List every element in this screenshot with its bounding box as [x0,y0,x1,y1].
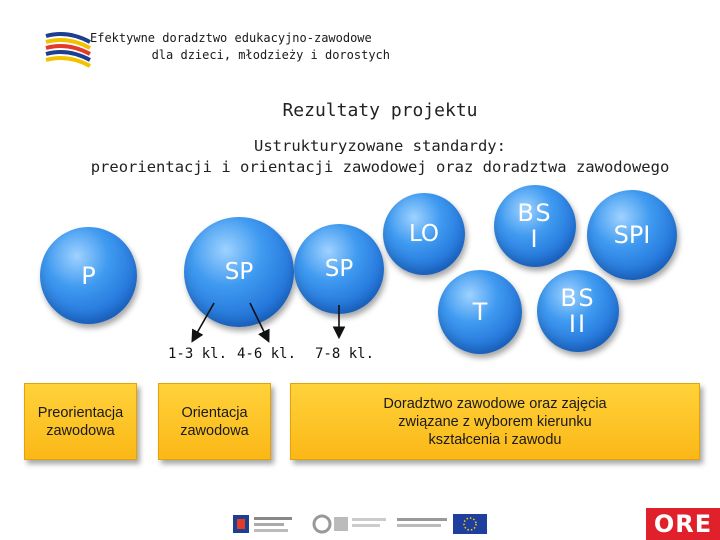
box-career-counseling [290,383,700,460]
bubble-p [40,227,137,324]
eu-flag-logo-icon [395,512,490,536]
box-orientation-text: Orientacja zawodowa [180,404,249,439]
bubble-spi-label: SPI [613,221,651,249]
grade-label-4-6: 4-6 kl. [237,346,297,362]
bubble-bs-2 [537,270,619,352]
bubble-lo-label: LO [408,221,440,247]
bubble-sp-primary-label: SP [224,259,254,285]
bubble-p-label: P [81,261,96,290]
bubble-bs-1-label-bottom: I [530,225,540,253]
bubble-bs-1-label [517,200,552,252]
bubble-bs-2-label-bottom: II [568,310,588,338]
bubble-bs-1 [494,185,576,267]
box-orientation [158,383,271,460]
box-career-counseling-text: Doradztwo zawodowe oraz zajęcia związane z wyborem kierunku kształcenia i zawodu [383,395,607,448]
bubble-bs-2-label-top: BS [560,284,596,312]
box-preorientation [24,383,137,460]
bubble-spi [587,190,677,280]
box-preorientation-text: Preorientacja zawodowa [37,404,124,439]
subtitle-line-2: preorientacji i orientacji zawodowej oraz doradztwa zawodowego [90,158,670,176]
bubble-t-label: T [472,298,488,326]
bubble-sp-secondary [294,224,384,314]
bubble-t [438,270,522,354]
bubble-bs-1-label-top: BS [517,199,553,227]
ore-logo-icon [312,512,390,536]
bubble-sp-secondary-label: SP [324,256,354,282]
grade-label-1-3: 1-3 kl. [168,346,228,362]
grade-label-7-8: 7-8 kl. [315,346,375,362]
header-line-1: Efektywne doradztwo edukacyjno-zawodowe [90,31,372,45]
bubble-bs-2-label [560,285,595,337]
project-logo-stripes-icon [44,28,92,68]
project-header [90,30,390,64]
bubble-sp-primary [184,217,294,327]
subtitle-line-1: Ustrukturyzowane standardy: [254,137,506,155]
header-line-2: dla dzieci, młodzieży i dorostych [151,48,390,62]
program-logo-icon [232,512,294,536]
ore-corner-logo: ORE [646,508,720,540]
page-subtitle [0,136,720,178]
page-title: Rezultaty projektu [282,100,478,121]
bubble-lo [383,193,465,275]
